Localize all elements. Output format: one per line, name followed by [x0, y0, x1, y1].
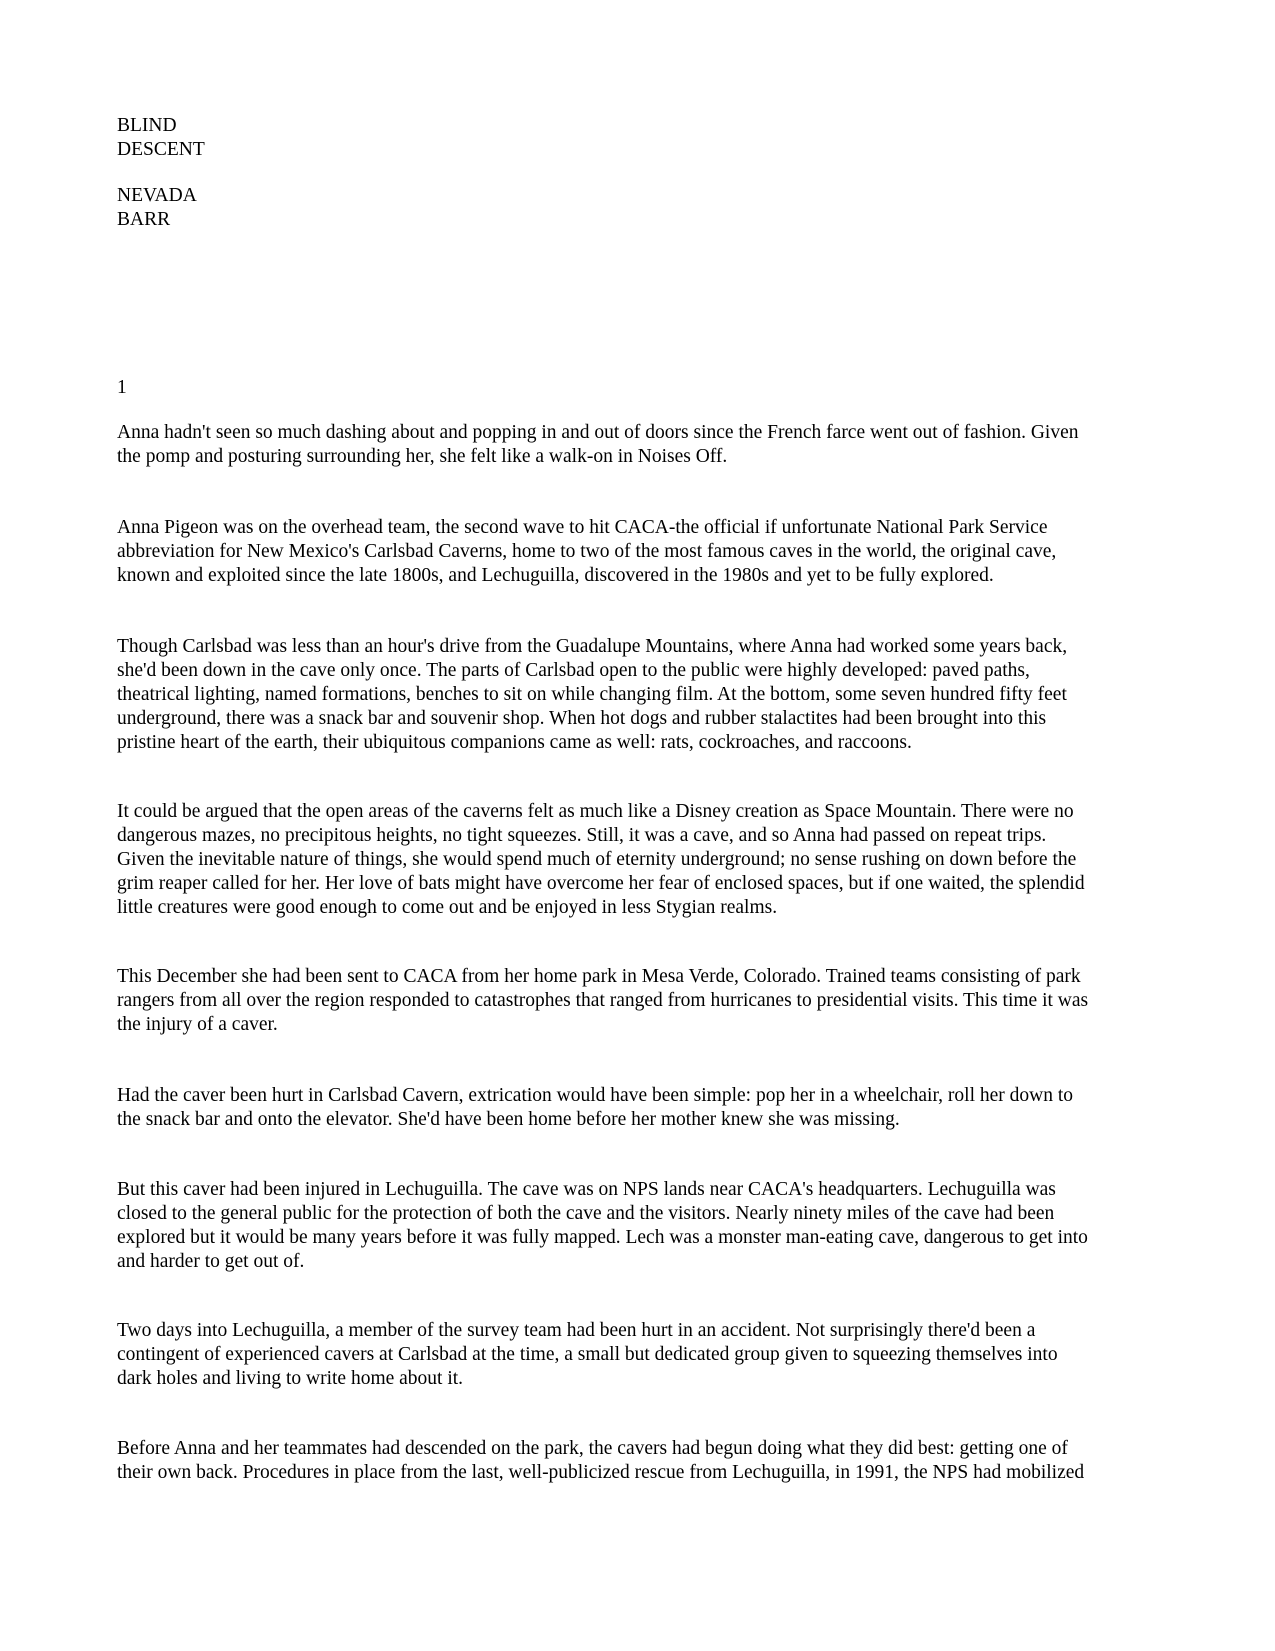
paragraph-line: contingent of experienced cavers at Carlsbad at the time, a small but dedicated group given to squeezing themselves into: [117, 1344, 1058, 1365]
paragraph: [117, 965, 1177, 1037]
paragraph: [117, 1178, 1177, 1274]
paragraph-line: she'd been down in the cave only once. The parts of Carlsbad open to the public were highly developed: paved paths,: [117, 660, 1030, 681]
author-name-line: NEVADA: [117, 185, 197, 206]
author-name: [117, 184, 1177, 232]
paragraph-line: the snack bar and onto the elevator. She'd have been home before her mother knew she was missing.: [117, 1109, 900, 1130]
book-title: [117, 114, 1177, 162]
paragraph-line: theatrical lighting, named formations, benches to sit on while changing film. At the bottom, some seven hundred fifty feet: [117, 684, 1067, 705]
paragraph-line: Before Anna and her teammates had descended on the park, the cavers had begun doing what they did best: getting one of: [117, 1438, 1068, 1459]
paragraph: [117, 800, 1177, 920]
paragraph-line: grim reaper called for her. Her love of bats might have overcome her fear of enclosed spaces, but if one waited, the splendid: [117, 873, 1085, 894]
author-name-line: BARR: [117, 209, 171, 230]
paragraph-line: Though Carlsbad was less than an hour's drive from the Guadalupe Mountains, where Anna had worked some years back,: [117, 636, 1068, 657]
book-title-line: BLIND: [117, 115, 177, 136]
paragraph-line: closed to the general public for the protection of both the cave and the visitors. Nearly ninety miles of the cave had been: [117, 1203, 1055, 1224]
paragraph: [117, 1437, 1177, 1485]
paragraph-line: Had the caver been hurt in Carlsbad Cavern, extrication would have been simple: pop her in a wheelchair, roll her down to: [117, 1085, 1074, 1106]
paragraph-line: abbreviation for New Mexico's Carlsbad Caverns, home to two of the most famous caves in the world, the original cave,: [117, 541, 1057, 562]
paragraph-line: little creatures were good enough to come out and be enjoyed in less Stygian realms.: [117, 897, 778, 918]
paragraph: [117, 635, 1177, 755]
paragraph-line: and harder to get out of.: [117, 1251, 305, 1272]
chapter-number: 1: [117, 377, 127, 398]
paragraph-line: Given the inevitable nature of things, she would spend much of eternity underground; no sense rushing on down before the: [117, 849, 1077, 870]
paragraph-line: known and exploited since the late 1800s, and Lechuguilla, discovered in the 1980s and yet to be fully explored.: [117, 565, 994, 586]
book-title-line: DESCENT: [117, 139, 205, 160]
paragraph: [117, 1084, 1177, 1132]
paragraph-line: rangers from all over the region responded to catastrophes that ranged from hurricanes to presidential visits. This time it was: [117, 990, 1089, 1011]
paragraph: [117, 516, 1177, 588]
paragraph: [117, 421, 1177, 469]
paragraph-line: their own back. Procedures in place from the last, well-publicized rescue from Lechuguilla, in 1991, the NPS had mobilized: [117, 1462, 1085, 1483]
paragraph-line: underground, there was a snack bar and souvenir shop. When hot dogs and rubber stalactites had been brought into this: [117, 708, 1047, 729]
paragraph-line: Anna Pigeon was on the overhead team, the second wave to hit CACA-the official if unfortunate National Park Service: [117, 517, 1048, 538]
paragraph-line: explored but it would be many years before it was fully mapped. Lech was a monster man-eating cave, dangerous to get into: [117, 1227, 1088, 1248]
paragraph-line: Anna hadn't seen so much dashing about and popping in and out of doors since the French farce went out of fashion. Given: [117, 422, 1079, 443]
paragraph-line: the injury of a caver.: [117, 1014, 278, 1035]
paragraph-line: Two days into Lechuguilla, a member of the survey team had been hurt in an accident. Not surprisingly there'd been a: [117, 1320, 1036, 1341]
paragraph: [117, 1319, 1177, 1391]
paragraph-line: But this caver had been injured in Lechuguilla. The cave was on NPS lands near CACA's headquarters. Lechuguilla was: [117, 1179, 1056, 1200]
paragraph-line: the pomp and posturing surrounding her, she felt like a walk-on in Noises Off.: [117, 446, 728, 467]
paragraph-line: dangerous mazes, no precipitous heights, no tight squeezes. Still, it was a cave, and so Anna had passed on repeat trips.: [117, 825, 1047, 846]
paragraph-line: pristine heart of the earth, their ubiquitous companions came as well: rats, cockroaches, and raccoons.: [117, 732, 912, 753]
paragraph-line: It could be argued that the open areas of the caverns felt as much like a Disney creation as Space Mountain. There were no: [117, 801, 1074, 822]
paragraph-line: This December she had been sent to CACA from her home park in Mesa Verde, Colorado. Trained teams consisting of park: [117, 966, 1081, 987]
paragraph-line: dark holes and living to write home about it.: [117, 1368, 464, 1389]
